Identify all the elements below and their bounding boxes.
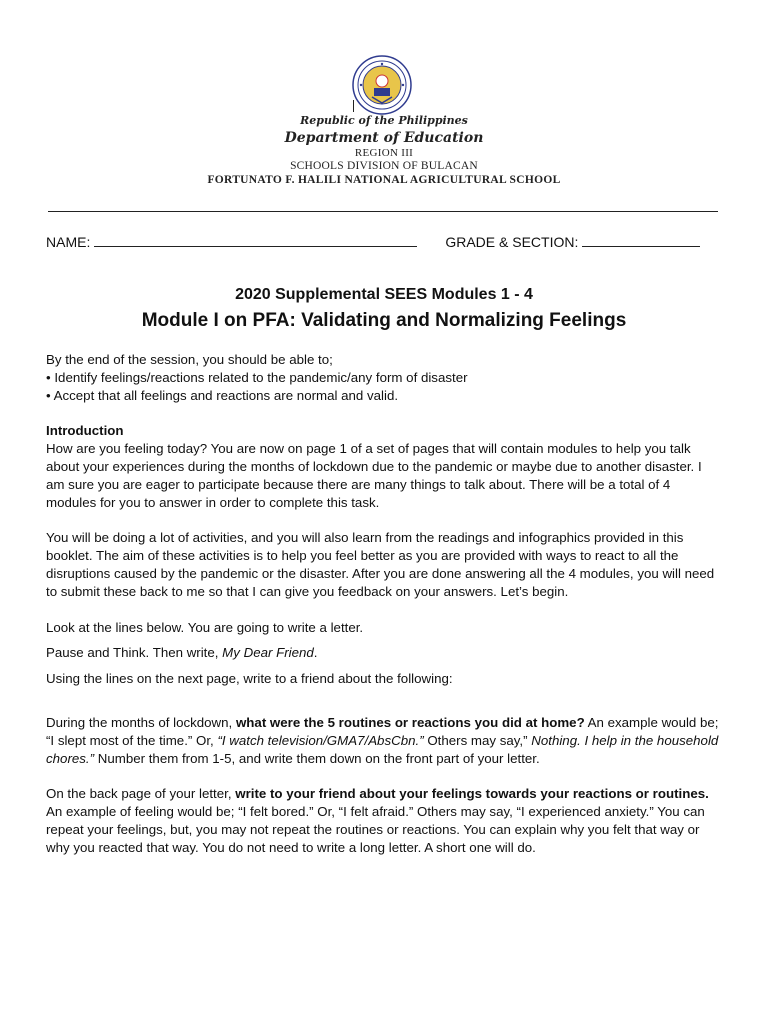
objective-item-1: • Identify feelings/reactions related to the pandemic/any form of disaster [46, 369, 468, 385]
header-republic: Republic of the Philippines [300, 114, 468, 127]
header-school: FORTUNATO F. HALILI NATIONAL AGRICULTURAL SCHOOL [207, 174, 561, 186]
seal-mark [353, 100, 354, 112]
header-department: Department of Education [284, 130, 484, 146]
introduction-paragraph-1: How are you feeling today? You are now on page 1 of a set of pages that will contain modules to help you talk about your experiences during the months of lockdown due to the pandemic or maybe due to another disaster. I am sure you are eager to participate because there are many things to talk about. There will be a total of 4 modules for you to answer in order to complete this task. [46, 441, 702, 510]
grade-section-blank-line[interactable] [582, 232, 700, 247]
task-feelings-paragraph: On the back page of your letter, write to your friend about your feelings towards your reactions or routines. An example of feeling would be; “I felt bored.” Or, “I felt afraid.” Others may say, “I experienced anxiety.” You can repeat your feelings, but, you may not repeat the routines or reactions. You can explain why you felt that way or why you reacted that way. You do not need to write a long letter. A short one will do. [46, 786, 709, 855]
instruction-pause: Pause and Think. Then write, My Dear Friend. [46, 645, 318, 661]
main-title: 2020 Supplemental SEES Modules 1 - 4 [235, 286, 533, 303]
header-region: REGION III [354, 147, 414, 159]
deped-seal-icon [352, 55, 412, 115]
grade-section-label: GRADE & SECTION: [445, 234, 579, 250]
instruction-using: Using the lines on the next page, write to a friend about the following: [46, 671, 453, 687]
name-label: NAME: [46, 234, 91, 250]
header-division: SCHOOLS DIVISION OF BULACAN [290, 160, 478, 172]
objectives-intro: By the end of the session, you should be able to; [46, 352, 333, 367]
task-routines-paragraph: During the months of lockdown, what were the 5 routines or reactions you did at home? An example would be; “I slept most of the time.” Or, “I watch television/GMA7/AbsCbn.” Others may say,” Nothing. I help in the household chores.” Number them from 1-5, and write them down on the front part of your letter. [46, 714, 719, 766]
header-divider [48, 211, 718, 212]
introduction-heading: Introduction [46, 423, 124, 439]
student-info-row [46, 232, 726, 250]
document-body [46, 351, 722, 857]
name-blank-line[interactable] [94, 232, 417, 247]
introduction-paragraph-2: You will be doing a lot of activities, and you will also learn from the readings and infographics provided in this booklet. The aim of these activities is to help you feel better as you are provided with ways to react to all the disruptions caused by the pandemic or the disaster. After you are done answering all the 4 modules, you will need to submit these back to me so that I can give you feedback on your answers. Let’s begin. [46, 530, 715, 599]
module-title: Module I on PFA: Validating and Normalizing Feelings [141, 310, 627, 331]
instruction-look: Look at the lines below. You are going to write a letter. [46, 619, 364, 635]
objective-item-2: • Accept that all feelings and reactions are normal and valid. [46, 387, 399, 403]
